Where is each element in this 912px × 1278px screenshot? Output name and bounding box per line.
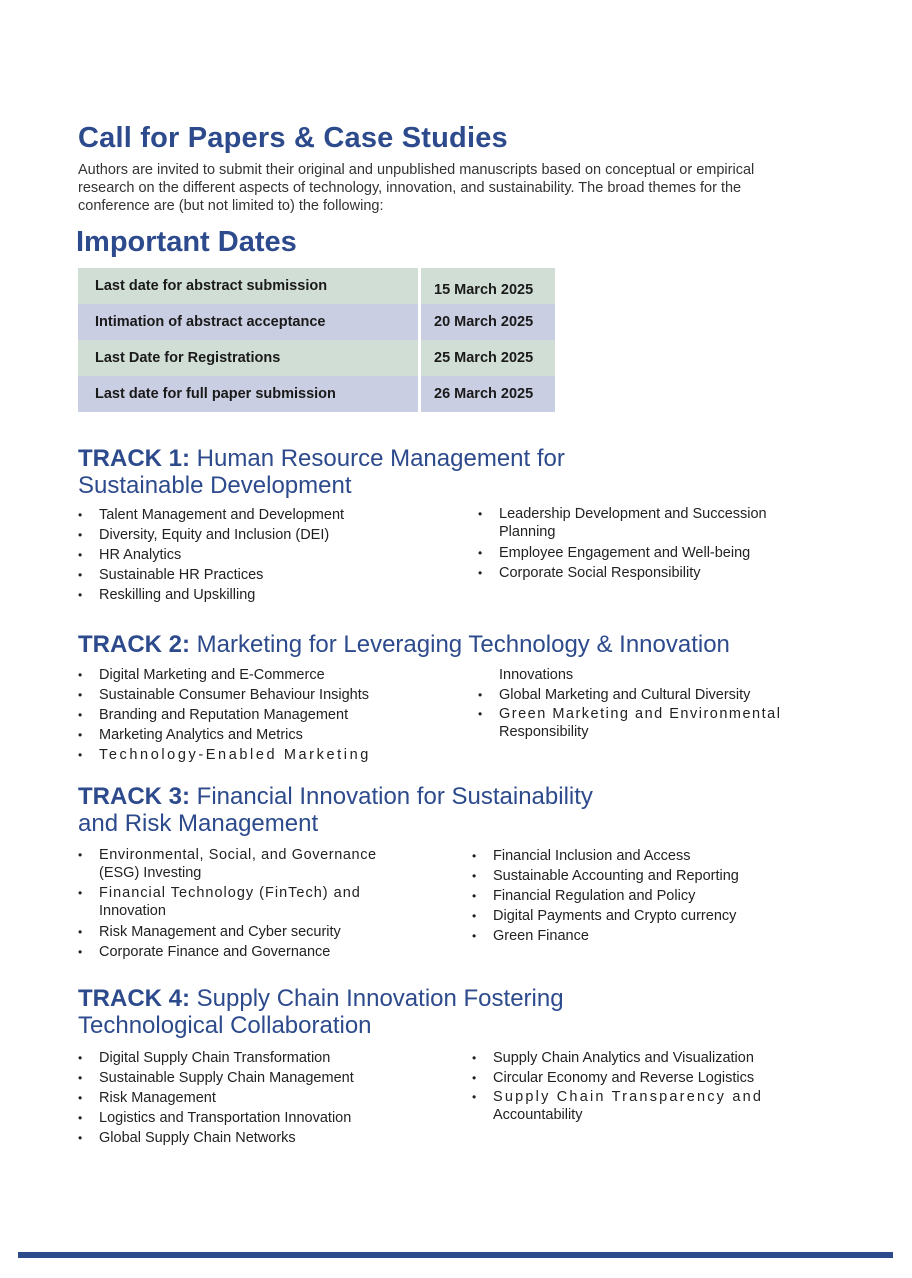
date-value: 15 March 2025 xyxy=(421,268,555,304)
list-item: • Digital Payments and Crypto currency xyxy=(472,906,812,926)
track-3-left-list xyxy=(78,846,408,962)
list-item: • Sustainable HR Practices xyxy=(78,565,438,585)
track-3-right-list xyxy=(472,846,812,946)
list-item: • Financial Regulation and Policy xyxy=(472,886,812,906)
list-item: • Digital Marketing and E-Commerce xyxy=(78,665,438,685)
list-item-text: Planning xyxy=(499,524,556,540)
track-4-left-list xyxy=(78,1048,438,1148)
date-value: 20 March 2025 xyxy=(421,304,555,340)
track-4-title xyxy=(78,985,838,1039)
track-prefix: TRACK 4: xyxy=(78,985,190,1012)
track-1-right-list xyxy=(478,505,818,583)
list-item: • Risk Management and Cyber security xyxy=(78,922,408,942)
list-item: • Reskilling and Upskilling xyxy=(78,585,438,605)
list-item: • Corporate Social Responsibility xyxy=(478,563,818,583)
list-item-text: Supply Chain Transparency and xyxy=(493,1089,764,1105)
list-item: • Corporate Finance and Governance xyxy=(78,942,408,962)
track-title-line1: Financial Innovation for Sustainability xyxy=(196,783,593,810)
list-item: • Diversity, Equity and Inclusion (DEI) xyxy=(78,525,438,545)
list-item: • Global Supply Chain Networks xyxy=(78,1128,438,1148)
list-item-text: Green Marketing and Environmental xyxy=(499,706,782,722)
list-item: • Green Finance xyxy=(472,926,812,946)
list-item-text: Innovation xyxy=(99,903,166,919)
list-item-text: Leadership Development and Succession xyxy=(499,506,767,522)
track-1-title xyxy=(78,445,838,499)
track-3-title xyxy=(78,783,838,837)
date-value: 25 March 2025 xyxy=(421,340,555,376)
list-item: • HR Analytics xyxy=(78,545,438,565)
track-title-line1: Supply Chain Innovation Fostering xyxy=(196,985,564,1012)
list-item: • Employee Engagement and Well-being xyxy=(478,543,818,563)
list-item: • Sustainable Consumer Behaviour Insights xyxy=(78,685,438,705)
footer-divider xyxy=(18,1252,893,1258)
table-row xyxy=(78,340,555,376)
list-item xyxy=(478,505,818,541)
track-2-left-list xyxy=(78,665,438,765)
important-dates-table xyxy=(78,268,555,412)
intro-paragraph: Authors are invited to submit their original and unpublished manuscripts based on conceptual or empirical research on the different aspects of technology, innovation, and sustainability. The broad themes for the conference are (but not limited to) the following: xyxy=(78,162,755,214)
track-title-line2: and Risk Management xyxy=(78,810,319,837)
table-row xyxy=(78,304,555,340)
list-item-text: Accountability xyxy=(493,1107,583,1123)
list-item-text: Responsibility xyxy=(499,724,589,740)
page-title: Call for Papers & Case Studies xyxy=(78,122,508,154)
list-item-text: (ESG) Investing xyxy=(99,865,202,881)
table-row xyxy=(78,376,555,412)
track-prefix: TRACK 3: xyxy=(78,783,190,810)
track-2-right-list xyxy=(478,665,803,741)
track-4-right-list xyxy=(472,1048,802,1124)
list-item xyxy=(478,705,803,741)
list-item: • Global Marketing and Cultural Diversity xyxy=(478,685,803,705)
date-label: Intimation of abstract acceptance xyxy=(78,304,418,340)
list-item-text: Financial Technology (FinTech) and xyxy=(99,885,361,901)
track-prefix: TRACK 1: xyxy=(78,445,190,472)
list-item: • Risk Management xyxy=(78,1088,438,1108)
list-item: • Digital Supply Chain Transformation xyxy=(78,1048,438,1068)
track-title-line1: Human Resource Management for xyxy=(196,445,565,472)
list-item xyxy=(78,884,408,920)
date-label: Last date for full paper submission xyxy=(78,376,418,412)
list-item xyxy=(472,1088,802,1124)
list-item: • Marketing Analytics and Metrics xyxy=(78,725,438,745)
list-item: • Supply Chain Analytics and Visualization xyxy=(472,1048,802,1068)
date-value: 26 March 2025 xyxy=(421,376,555,412)
list-item-text: Environmental, Social, and Governance xyxy=(99,847,377,863)
list-item: • Talent Management and Development xyxy=(78,505,438,525)
list-item: • Sustainable Accounting and Reporting xyxy=(472,866,812,886)
track-2-title xyxy=(78,631,838,658)
date-label: Last date for abstract submission xyxy=(78,268,418,304)
date-label: Last Date for Registrations xyxy=(78,340,418,376)
track-1-left-list xyxy=(78,505,438,605)
track-prefix: TRACK 2: xyxy=(78,631,190,658)
important-dates-heading: Important Dates xyxy=(76,226,297,258)
list-item: • Circular Economy and Reverse Logistics xyxy=(472,1068,802,1088)
list-item: • Financial Inclusion and Access xyxy=(472,846,812,866)
list-item: • Technology-Enabled Marketing xyxy=(78,745,438,765)
table-row xyxy=(78,268,555,304)
list-item: • Sustainable Supply Chain Management xyxy=(78,1068,438,1088)
list-item: • Branding and Reputation Management xyxy=(78,705,438,725)
list-item: • Logistics and Transportation Innovation xyxy=(78,1108,438,1128)
list-item-continuation: Innovations xyxy=(499,667,574,683)
track-title-line1: Marketing for Leveraging Technology & Innovation xyxy=(196,631,730,658)
list-item xyxy=(78,846,408,882)
track-title-line2: Sustainable Development xyxy=(78,472,352,499)
track-title-line2: Technological Collaboration xyxy=(78,1012,372,1039)
